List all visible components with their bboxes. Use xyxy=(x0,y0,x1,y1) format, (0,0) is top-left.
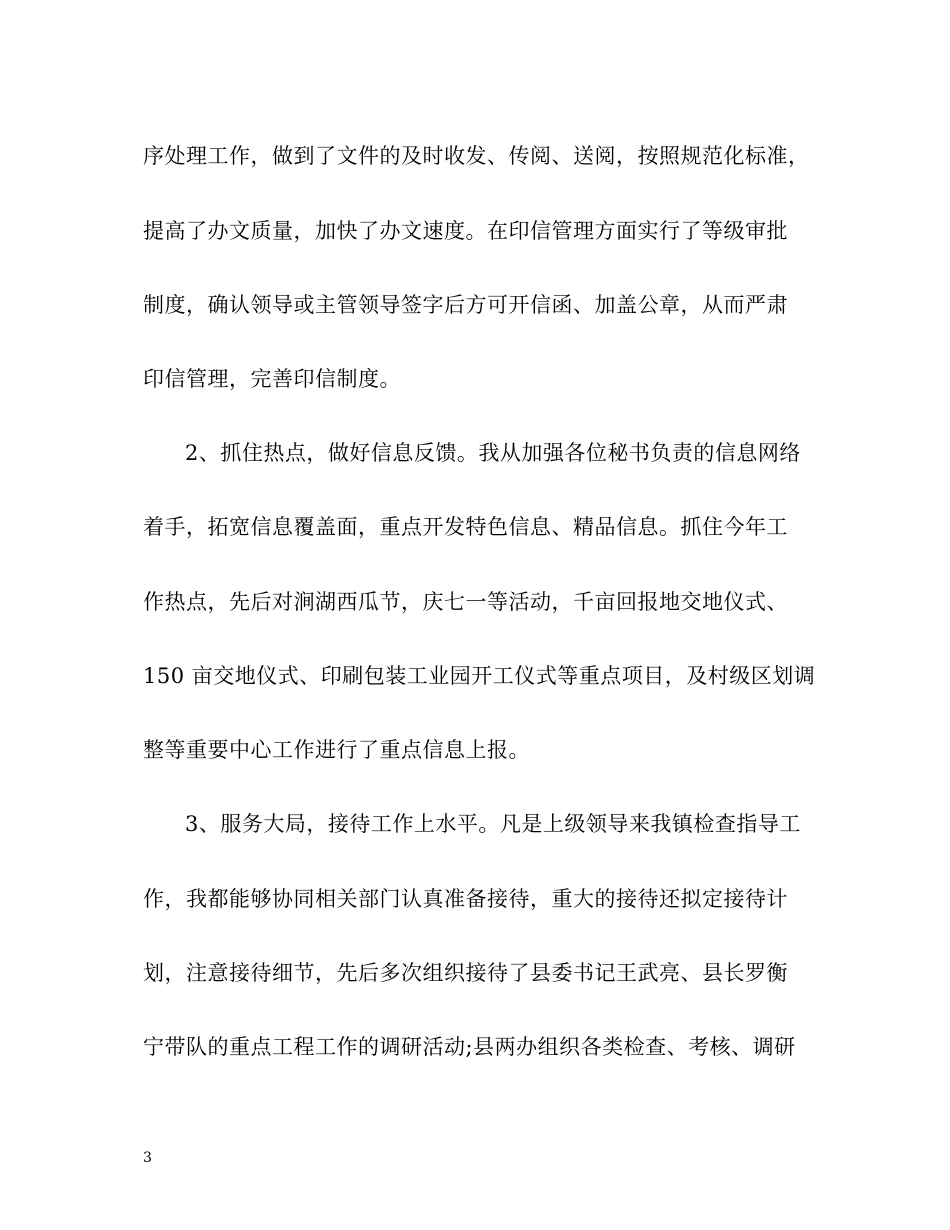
text-line: 制度，确认领导或主管领导签字后方可开信函、加盖公章，从而严肃 xyxy=(143,293,788,317)
text-line: 划，注意接待细节，先后多次组织接待了县委书记王武亮、县长罗衡 xyxy=(143,961,788,985)
text-line: 序处理工作，做到了文件的及时收发、传阅、送阅，按照规范化标准， xyxy=(143,144,810,168)
text-line: 提高了办文质量，加快了办文速度。在印信管理方面实行了等级审批 xyxy=(143,219,788,243)
paragraph-start-line: 2、抓住热点，做好信息反馈。我从加强各位秘书负责的信息网络 xyxy=(185,441,801,465)
page-number: 3 xyxy=(143,1150,152,1166)
text-line: 着手，拓宽信息覆盖面，重点开发特色信息、精品信息。抓住今年工 xyxy=(143,515,788,539)
text-line: 印信管理，完善印信制度。 xyxy=(143,367,401,391)
text-line: 作，我都能够协同相关部门认真准备接待，重大的接待还拟定接待计 xyxy=(143,887,788,911)
paragraph-start-line: 3、服务大局，接待工作上水平。凡是上级领导来我镇检查指导工 xyxy=(185,812,801,836)
text-line: 150 亩交地仪式、印刷包装工业园开工仪式等重点项目，及村级区划调 xyxy=(143,664,816,688)
text-line: 整等重要中心工作进行了重点信息上报。 xyxy=(143,738,530,762)
text-line: 作热点，先后对涧湖西瓜节，庆七一等活动，千亩回报地交地仪式、 xyxy=(143,590,788,614)
text-line: 宁带队的重点工程工作的调研活动;县两办组织各类检查、考核、调研 xyxy=(143,1035,796,1059)
